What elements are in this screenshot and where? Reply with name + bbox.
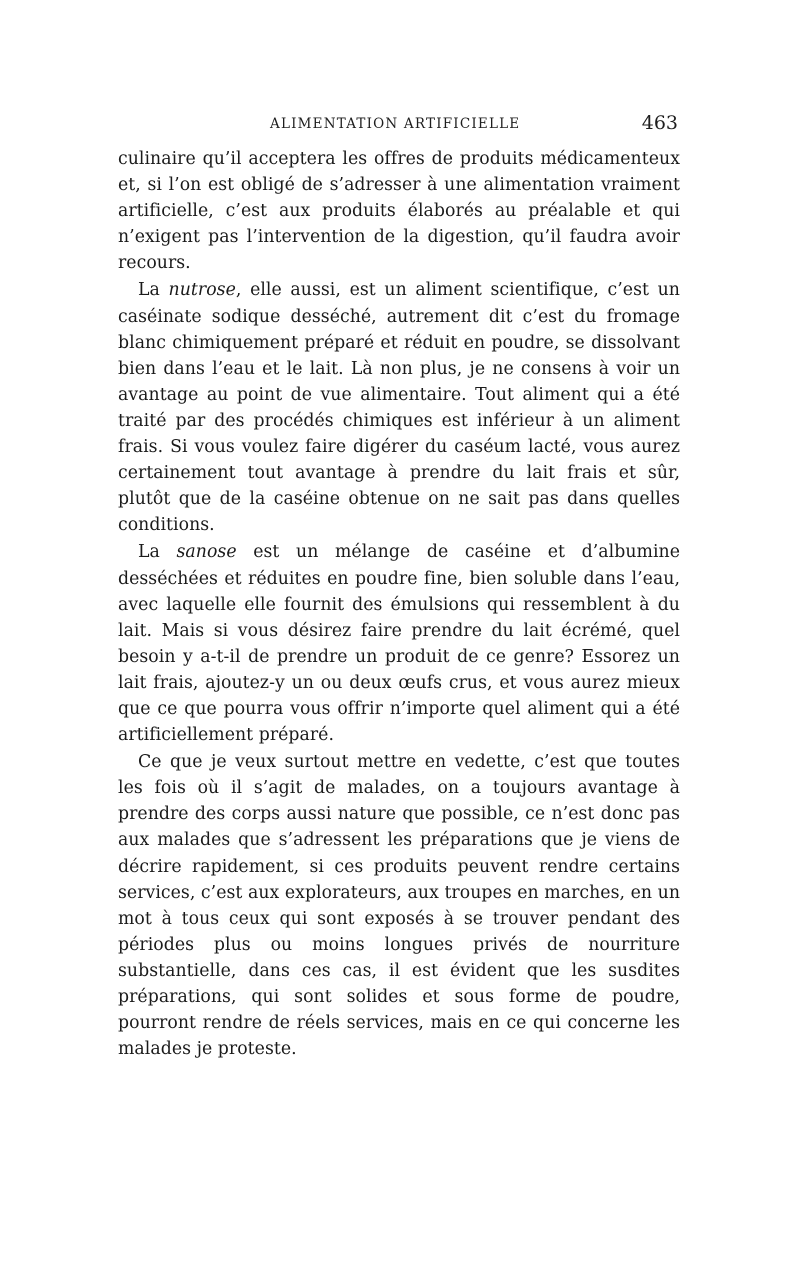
book-page [118,112,680,1062]
paragraph-1: culinaire qu’il acceptera les offres de produits médicamenteux et, si l’on est obligé de s’adresser à une alimentation vraiment artificielle, c’est aux produits élaborés au préalable et qui n’exigent pas l’intervention de la digestion, qu’il faudra avoir recours. [118,149,680,274]
paragraph-2 [118,277,680,538]
body-text [118,146,680,1062]
paragraph-2-start: La [138,280,169,301]
paragraph-3-start: La [138,542,177,563]
paragraph-4: Ce que je veux surtout mettre en vedette, c’est que toutes les fois où il s’agit de malades, on a toujours avantage à prendre des corps aussi nature que possible, ce n’est donc pas aux malades que s’adressent les préparations que je viens de décrire rapidement, si ces produits peuvent rendre certains services, c’est aux explorateurs, aux troupes en marches, en un mot à tous ceux qui sont exposés à se trouver pendant des périodes plus ou moins longues privés de nourriture substantielle, dans ces cas, il est évident que les susdites préparations, qui sont solides et sous forme de poudre, pourront rendre de réels services, mais en ce qui concerne les malades je proteste. [118,752,680,1060]
running-title: ALIMENTATION ARTIFICIELLE [270,116,521,132]
term-sanose: sanose [176,542,237,563]
paragraph-3 [118,539,680,748]
paragraph-3-rest: est un mélange de caséine et d’albumine desséchées et réduites en poudre fine, bien soluble dans l’eau, avec laquelle elle fournit des émulsions qui ressemblent à du lait. Mais si vous désirez faire prendre du lait écrémé, quel besoin y a-t-il de prendre un produit de ce genre? Essorez un lait frais, ajoutez-y un ou deux œufs crus, et vous aurez mieux que ce que pourra vous offrir n’importe quel aliment qui a été artificiellement préparé. [118,542,680,746]
term-nutrose: nutrose [168,280,236,301]
page-number: 463 [641,112,678,134]
running-head [118,112,680,146]
paragraph-2-rest: , elle aussi, est un aliment scientifique, c’est un caséinate sodique desséché, autrement dit c’est du fromage blanc chimiquement préparé et réduit en poudre, se dissolvant bien dans l’eau et le lait. Là non plus, je ne consens à voir un avantage au point de vue alimentaire. Tout aliment qui a été traité par des procédés chimiques est inférieur à un aliment frais. Si vous voulez faire digérer du caséum lacté, vous aurez certainement tout avantage à prendre du lait frais et sûr, plutôt que de la caséine obtenue on ne sait pas dans quelles conditions. [118,280,680,536]
